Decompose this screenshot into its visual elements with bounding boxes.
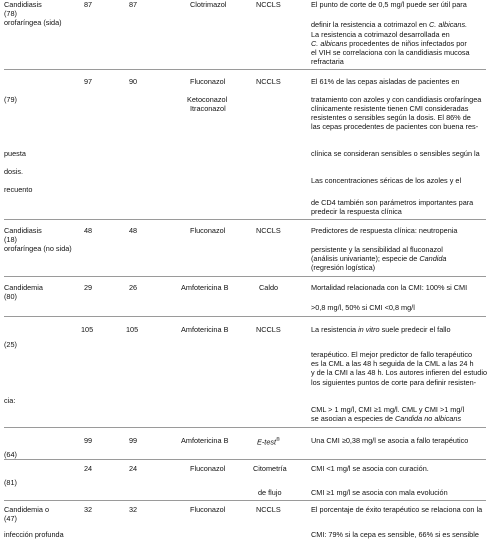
reference-number: (25) bbox=[4, 340, 17, 349]
comment-line: Mortalidad relacionada con la CMI: 100% si CMI bbox=[311, 283, 468, 292]
drug-name: Clotrimazol bbox=[190, 0, 227, 9]
count-isolates: 29 bbox=[84, 283, 93, 292]
comment-line: se asocian a especies de Candida no albicans bbox=[311, 414, 462, 423]
reference-number: (64) bbox=[4, 450, 17, 459]
row-divider bbox=[4, 459, 486, 460]
comment-line: C. albicans procedentes de niños infectados por bbox=[311, 39, 467, 48]
comment-line: las cepas procedentes de pacientes con buena res- bbox=[311, 122, 479, 131]
comment-line: (análisis univariante); especie de Candida bbox=[311, 254, 447, 263]
comment-line: el VIH se correlaciona con la candidiasis mucosa bbox=[311, 48, 470, 57]
method-name: NCCLS bbox=[256, 226, 281, 235]
method-name: de flujo bbox=[258, 488, 282, 497]
count-evaluated: 99 bbox=[129, 436, 138, 445]
comment-line: La resistencia in vitro suele predecir el fallo bbox=[311, 325, 451, 334]
method-name: NCCLS bbox=[256, 0, 281, 9]
method-name: NCCLS bbox=[256, 77, 281, 86]
comment-line: El punto de corte de 0,5 mg/l puede ser útil para bbox=[311, 0, 467, 9]
condition-label: Candidiasis bbox=[4, 226, 42, 235]
count-isolates: 32 bbox=[84, 505, 93, 514]
comment-line: Las concentraciones séricas de los azoles y el bbox=[311, 176, 462, 185]
count-evaluated: 105 bbox=[126, 325, 139, 334]
condition-label: recuento bbox=[4, 185, 33, 194]
comment-line: clínica se consideran sensibles o sensibles según la bbox=[311, 149, 480, 158]
condition-label: puesta bbox=[4, 149, 26, 158]
count-evaluated: 87 bbox=[129, 0, 138, 9]
drug-name: Fluconazol bbox=[190, 77, 226, 86]
method-name: NCCLS bbox=[256, 505, 281, 514]
comment-line: y de la CMI a las 48 h. Los autores infieren del estudio bbox=[311, 368, 488, 377]
method-name: Citometría bbox=[253, 464, 287, 473]
condition-label: Candidemia o bbox=[4, 505, 50, 514]
count-evaluated: 26 bbox=[129, 283, 138, 292]
drug-name: Ketoconazol bbox=[187, 95, 228, 104]
count-evaluated: 32 bbox=[129, 505, 138, 514]
comment-line: definir la resistencia a cotrimazol en C. albicans. bbox=[311, 20, 468, 29]
drug-name: Amfotericina B bbox=[181, 283, 229, 292]
drug-name: Fluconazol bbox=[190, 505, 226, 514]
drug-name: Amfotericina B bbox=[181, 325, 229, 334]
row-divider bbox=[4, 69, 486, 70]
condition-label: infección profunda bbox=[4, 530, 64, 539]
condition-label: orofaríngea (no sida) bbox=[4, 244, 72, 253]
row-divider bbox=[4, 500, 486, 501]
method-name: Caldo bbox=[259, 283, 279, 292]
count-isolates: 24 bbox=[84, 464, 93, 473]
reference-number: (78) bbox=[4, 9, 17, 18]
condition-label: cia: bbox=[4, 396, 16, 405]
count-isolates: 105 bbox=[81, 325, 94, 334]
reference-number: (81) bbox=[4, 478, 17, 487]
count-evaluated: 24 bbox=[129, 464, 138, 473]
method-name: E-test® bbox=[257, 437, 280, 447]
drug-name: Fluconazol bbox=[190, 464, 226, 473]
comment-line: Una CMI ≥0,38 mg/l se asocia a fallo terapéutico bbox=[311, 436, 469, 445]
count-isolates: 48 bbox=[84, 226, 93, 235]
comment-line: clínicamente resistente tienen CMI consideradas bbox=[311, 104, 469, 113]
comment-line: tratamiento con azoles y con candidiasis orofaríngea bbox=[311, 95, 482, 104]
method-name: NCCLS bbox=[256, 325, 281, 334]
comment-line: los siguientes puntos de corte para definir resisten- bbox=[311, 378, 477, 387]
count-evaluated: 48 bbox=[129, 226, 138, 235]
reference-number: (79) bbox=[4, 95, 17, 104]
reference-number: (47) bbox=[4, 514, 17, 523]
reference-number: (80) bbox=[4, 292, 17, 301]
count-isolates: 97 bbox=[84, 77, 93, 86]
drug-name: Fluconazol bbox=[190, 226, 226, 235]
comment-line: El 61% de las cepas aisladas de pacientes en bbox=[311, 77, 460, 86]
comment-line: CMI <1 mg/l se asocia con curación. bbox=[311, 464, 429, 473]
reference-number: (18) bbox=[4, 235, 17, 244]
comment-line: persistente y la sensibilidad al fluconazol bbox=[311, 245, 443, 254]
condition-label: dosis. bbox=[4, 167, 24, 176]
row-divider bbox=[4, 219, 486, 220]
count-isolates: 99 bbox=[84, 436, 93, 445]
comment-line: La resistencia a cotrimazol desarrollada en bbox=[311, 30, 450, 39]
comment-line: predecir la respuesta clínica bbox=[311, 207, 402, 216]
count-isolates: 87 bbox=[84, 0, 93, 9]
comment-line: >0,8 mg/l, 50% si CMI <0,8 mg/l bbox=[311, 303, 415, 312]
condition-label: orofaríngea (sida) bbox=[4, 18, 62, 27]
comment-line: refractaria bbox=[311, 57, 344, 66]
comment-line: CMI ≥1 mg/l se asocia con mala evolución bbox=[311, 488, 448, 497]
comment-line: CML > 1 mg/l, CMI ≥1 mg/l. CML y CMI >1 mg/l bbox=[311, 405, 465, 414]
comment-line: (regresión logística) bbox=[311, 263, 376, 272]
condition-label: Candidemia bbox=[4, 283, 43, 292]
row-divider bbox=[4, 427, 486, 428]
comment-line: de CD4 también son parámetros importantes para bbox=[311, 198, 474, 207]
comment-line: CMI: 79% si la cepa es sensible, 66% si es sensible bbox=[311, 530, 479, 539]
condition-label: Candidiasis bbox=[4, 0, 42, 9]
comment-line: terapéutico. El mejor predictor de fallo terapéutico bbox=[311, 350, 473, 359]
comment-line: es la CML a las 48 h seguida de la CML a las 24 h bbox=[311, 359, 474, 368]
row-divider bbox=[4, 316, 486, 317]
row-divider bbox=[4, 276, 486, 277]
comment-line: El porcentaje de éxito terapéutico se relaciona con la bbox=[311, 505, 483, 514]
comment-line: resistentes o sensibles según la dosis. El 86% de bbox=[311, 113, 471, 122]
drug-name: Amfotericina B bbox=[181, 436, 229, 445]
count-evaluated: 90 bbox=[129, 77, 138, 86]
comment-line: Predictores de respuesta clínica: neutropenia bbox=[311, 226, 458, 235]
drug-name: Itraconazol bbox=[190, 104, 226, 113]
